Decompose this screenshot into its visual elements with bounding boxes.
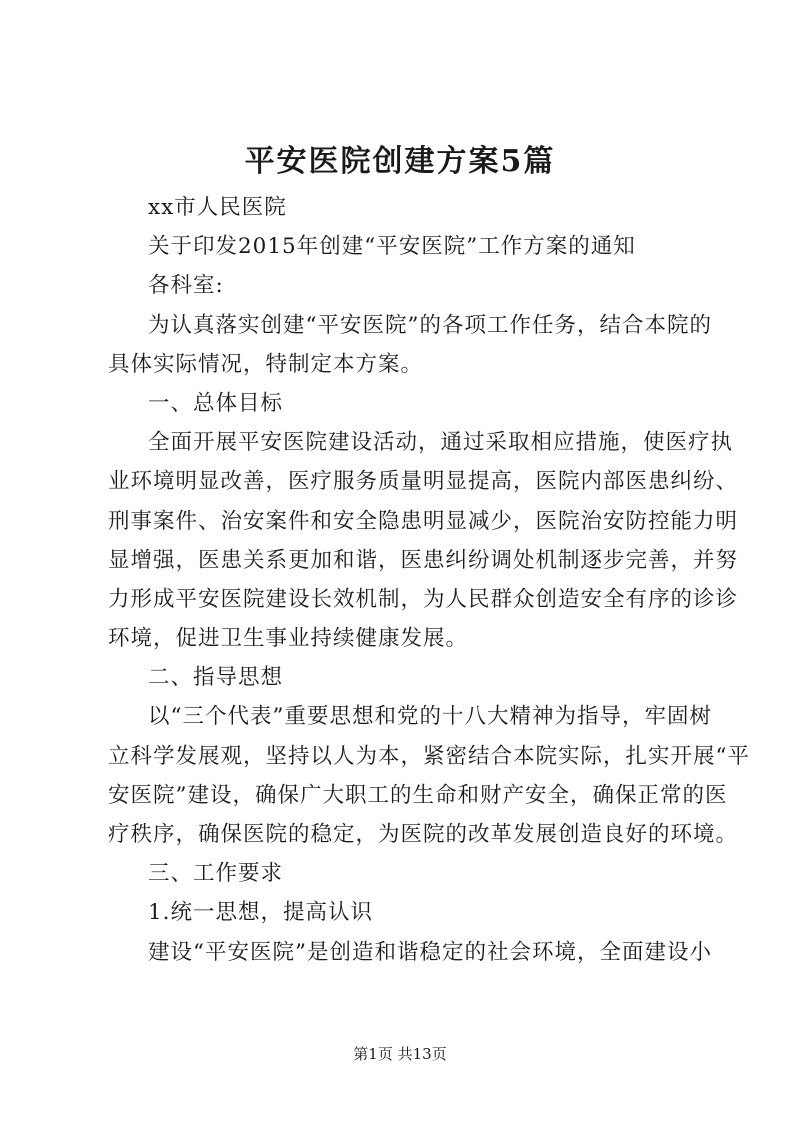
body-line: 二、指导思想 bbox=[148, 665, 284, 691]
body-line: 具体实际情况，特制定本方案。 bbox=[108, 351, 424, 377]
body-line: 疗秩序，确保医院的稳定，为医院的改革发展创造良好的环境。 bbox=[108, 822, 739, 847]
body-line: 三、工作要求 bbox=[148, 861, 284, 887]
body-line: 立科学发展观，坚持以人为本，紧密结合本院实际，扎实开展“平 bbox=[108, 743, 750, 769]
body-line: 显增强，医患关系更加和谐，医患纠纷调处机制逐步完善，并努 bbox=[108, 547, 739, 573]
body-line: 一、总体目标 bbox=[148, 390, 284, 416]
document-title: 平安医院创建方案5篇 bbox=[244, 144, 556, 179]
document-body bbox=[108, 188, 750, 972]
body-line: 安医院”建设，确保广大职工的生命和财产安全，确保正常的医 bbox=[108, 782, 728, 808]
body-line: 为认真落实创建“平安医院”的各项工作任务，结合本院的 bbox=[148, 312, 712, 338]
body-line: 以“三个代表”重要思想和党的十八大精神为指导，牢固树 bbox=[148, 704, 712, 730]
body-line: 全面开展平安医院建设活动，通过采取相应措施，使医疗执 bbox=[148, 430, 734, 456]
body-line: xx市人民医院 bbox=[148, 195, 287, 220]
body-line: 环境，促进卫生事业持续健康发展。 bbox=[108, 626, 469, 652]
body-line: 各科室: bbox=[148, 273, 224, 299]
body-line: 刑事案件、治安案件和安全隐患明显减少，医院治安防控能力明 bbox=[108, 508, 739, 534]
body-line: 业环境明显改善，医疗服务质量明显提高，医院内部医患纠纷、 bbox=[108, 469, 739, 495]
body-line: 1.统一思想，提高认识 bbox=[148, 900, 374, 926]
body-line: 力形成平安医院建设长效机制，为人民群众创造安全有序的诊诊 bbox=[108, 586, 739, 612]
page-footer: 第1页 共13页 bbox=[353, 1045, 447, 1063]
body-line: 关于印发2015年创建“平安医院”工作方案的通知 bbox=[148, 234, 636, 260]
body-line: 建设“平安医院”是创造和谐稳定的社会环境，全面建设小 bbox=[148, 939, 712, 965]
